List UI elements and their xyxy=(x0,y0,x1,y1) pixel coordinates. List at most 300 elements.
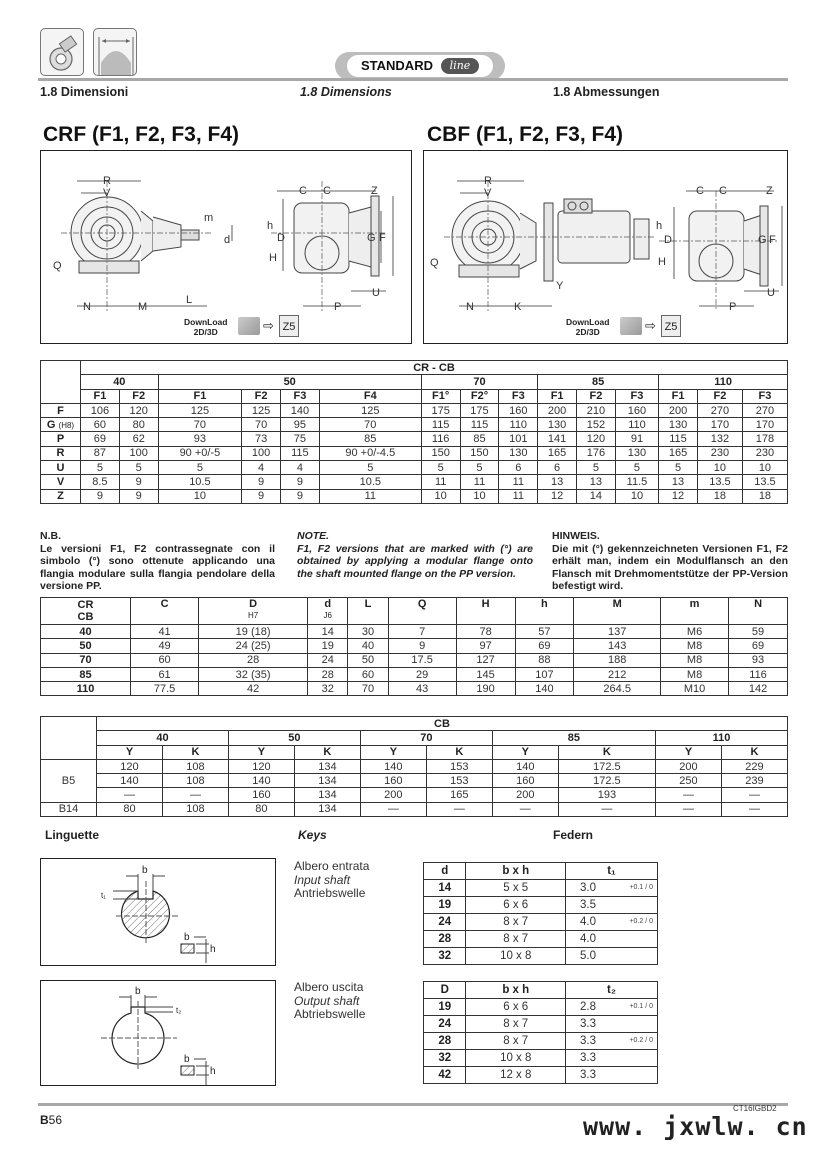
input-shaft-key-diagram xyxy=(40,858,276,966)
cell-value: 18 xyxy=(697,489,742,503)
table-row xyxy=(424,1050,658,1067)
page-num: 56 xyxy=(48,1113,63,1127)
dim-label-h: H xyxy=(658,256,666,268)
size-label: 110 xyxy=(41,682,131,696)
version-header: F2 xyxy=(119,389,158,403)
cell-value: 14 xyxy=(577,489,616,503)
dim-label-z: Z xyxy=(766,185,773,197)
cell-value: 165 xyxy=(659,446,698,460)
cell-value: — xyxy=(558,802,655,816)
key-depth-cell xyxy=(566,1069,657,1081)
subcol-header: Y xyxy=(97,745,163,759)
cell-value: 134 xyxy=(294,802,360,816)
cell-value: 11 xyxy=(499,475,538,489)
table-row xyxy=(41,475,788,489)
input-shaft-en: Input shaft xyxy=(294,872,351,887)
column-header xyxy=(131,598,199,625)
cell-value: 153 xyxy=(426,759,492,773)
column-header xyxy=(388,598,456,625)
cell-value: 5 xyxy=(460,461,499,475)
gearbox-icon xyxy=(40,28,84,76)
note-en-body: F1, F2 versions that are marked with (°) are obtained by applying a modular flange onto the shaft mounted flange on the PP version. xyxy=(297,542,533,580)
watermark: www. jxwlw. cn xyxy=(583,1112,808,1141)
cell-value: 13 xyxy=(577,475,616,489)
key-label-b: b xyxy=(142,865,148,876)
key-column-header: d xyxy=(424,863,466,880)
row-label-text: Z xyxy=(57,490,64,503)
cell-value: 200 xyxy=(659,403,698,417)
arrow-right-icon: ⇨ xyxy=(645,318,656,333)
cell-value: 200 xyxy=(538,403,577,417)
key-label-b: b xyxy=(135,986,141,997)
cell-value: 200 xyxy=(360,788,426,802)
section-title-en: 1.8 Dimensions xyxy=(300,85,392,99)
cell-value: 5 xyxy=(119,461,158,475)
shaft-diameter: 19 xyxy=(424,999,466,1016)
section-title-it: 1.8 Dimensioni xyxy=(40,85,129,99)
table-row xyxy=(41,639,788,653)
cell-value: 137 xyxy=(574,625,661,639)
key-size: 8 x 7 xyxy=(466,914,566,931)
cell-value: 5 xyxy=(659,461,698,475)
output-shaft-names xyxy=(294,981,365,1022)
key-label-t1: t₁ xyxy=(101,891,106,900)
cell-value: — xyxy=(360,802,426,816)
cell-value: 140 xyxy=(515,682,574,696)
cell-value: 132 xyxy=(697,432,742,446)
table-row xyxy=(41,774,788,788)
cell-value: 90 +0/-4.5 xyxy=(319,446,421,460)
table-row xyxy=(424,880,658,897)
dim-label-q: Q xyxy=(430,257,439,269)
size-header: 70 xyxy=(360,731,492,745)
cell-value: 32 xyxy=(308,682,348,696)
key-depth-cell xyxy=(566,1035,657,1047)
dimension-icon xyxy=(93,28,137,76)
key-depth-value: 2.8 xyxy=(580,1001,596,1013)
cell-value: 69 xyxy=(729,639,788,653)
cell-value: 70 xyxy=(348,682,388,696)
cell-value: 127 xyxy=(456,653,515,667)
keys-title-en: Keys xyxy=(298,828,327,842)
dim-label-p: P xyxy=(334,301,342,313)
flange-dimensions-table xyxy=(40,360,788,504)
footer-rule xyxy=(38,1103,788,1106)
row-label-text: G xyxy=(46,418,56,431)
cell-value: 5 xyxy=(615,461,658,475)
cell-value: 134 xyxy=(294,788,360,802)
keys-title-it: Linguette xyxy=(45,828,99,842)
column-name: M xyxy=(612,598,622,610)
shaft-diameter: 28 xyxy=(424,1033,466,1050)
size-label: 50 xyxy=(41,639,131,653)
column-name: L xyxy=(364,598,372,610)
column-header xyxy=(308,598,348,625)
cell-value: 75 xyxy=(281,432,320,446)
row-label xyxy=(41,418,81,432)
cell-value: 101 xyxy=(499,432,538,446)
column-name: h xyxy=(541,598,548,610)
dim-label-d: d xyxy=(224,234,231,246)
tolerance: +0.2 / 0 xyxy=(629,1037,653,1044)
note-it xyxy=(40,530,275,593)
size-header: 50 xyxy=(158,375,421,389)
z5-file-icon[interactable]: Z5 xyxy=(661,315,681,337)
column-name: D xyxy=(249,598,258,610)
catalog-code: CT16IGBD2 xyxy=(733,1104,777,1113)
key-size: 12 x 8 xyxy=(466,1067,566,1084)
cell-value: 190 xyxy=(456,682,515,696)
cell-value: 140 xyxy=(228,774,294,788)
cbf-diagram xyxy=(423,150,788,344)
corner-cb: CB xyxy=(77,611,94,623)
subcol-header: K xyxy=(558,745,655,759)
cell-value: 73 xyxy=(242,432,281,446)
dim-label-f: F xyxy=(379,232,386,244)
cell-value: 93 xyxy=(729,653,788,667)
cell-value: 13 xyxy=(659,475,698,489)
cell-value: 178 xyxy=(742,432,787,446)
cell-value: 116 xyxy=(729,667,788,681)
cell-value: 12 xyxy=(659,489,698,503)
cell-value: — xyxy=(656,788,722,802)
dim-label-d-bore: D xyxy=(277,232,285,244)
note-de xyxy=(552,530,788,593)
key-depth xyxy=(566,914,658,931)
cell-value: 130 xyxy=(615,446,658,460)
cell-value: 115 xyxy=(421,418,460,432)
row-label-text: F xyxy=(57,404,64,417)
column-header xyxy=(348,598,388,625)
input-shaft-key-table xyxy=(423,862,658,965)
size-header: 85 xyxy=(492,731,655,745)
cell-value: 11.5 xyxy=(615,475,658,489)
cell-value: 90 +0/-5 xyxy=(158,446,242,460)
cell-value: 10 xyxy=(697,461,742,475)
dim-label-k: K xyxy=(514,301,522,313)
table-row xyxy=(424,1033,658,1050)
key-size: 10 x 8 xyxy=(466,948,566,965)
version-header: F2 xyxy=(697,389,742,403)
table-row xyxy=(41,667,788,681)
dim-label-r: R xyxy=(484,175,492,187)
cell-value: 13.5 xyxy=(697,475,742,489)
cell-value: 175 xyxy=(460,403,499,417)
cell-value: 145 xyxy=(456,667,515,681)
cell-value: 172.5 xyxy=(558,774,655,788)
table-row xyxy=(41,432,788,446)
key-depth-cell xyxy=(566,1018,657,1030)
key-label-b-small: b xyxy=(184,932,190,943)
cell-value: 60 xyxy=(81,418,120,432)
dim-label-v: V xyxy=(484,187,492,199)
table-row xyxy=(41,489,788,503)
key-depth xyxy=(566,1050,658,1067)
input-shaft-names xyxy=(294,860,369,901)
version-header: F1 xyxy=(158,389,242,403)
cell-value: 115 xyxy=(460,418,499,432)
column-name: d xyxy=(324,598,332,610)
shaft-diameter: 32 xyxy=(424,948,466,965)
size-label: 40 xyxy=(41,625,131,639)
table-row xyxy=(41,802,788,816)
cell-value: — xyxy=(97,788,163,802)
cell-value: 40 xyxy=(348,639,388,653)
cell-value: 165 xyxy=(538,446,577,460)
badge-text: STANDARD xyxy=(361,58,433,73)
cell-value: 120 xyxy=(577,432,616,446)
dim-label-h-small: h xyxy=(656,220,663,232)
cell-value: 115 xyxy=(659,432,698,446)
cell-value: 93 xyxy=(158,432,242,446)
cell-value: 61 xyxy=(131,667,199,681)
key-depth-value: 5.0 xyxy=(580,950,596,962)
subcol-header: K xyxy=(721,745,787,759)
2d3d-cube-icon[interactable] xyxy=(620,317,642,335)
cell-value: 230 xyxy=(742,446,787,460)
cell-value: 106 xyxy=(81,403,120,417)
cell-value: 115 xyxy=(281,446,320,460)
cell-value: M8 xyxy=(661,639,729,653)
version-header: F3 xyxy=(281,389,320,403)
cell-value: 10 xyxy=(742,461,787,475)
cell-value: 29 xyxy=(388,667,456,681)
cell-value: 142 xyxy=(729,682,788,696)
column-name: Q xyxy=(417,598,427,610)
note-it-body: Le versioni F1, F2 contrassegnate con il simbolo (°) sono ottenute applicando una flangia modulare sulla flangia pendolare della versione PP. xyxy=(40,542,275,592)
cell-value: 13.5 xyxy=(742,475,787,489)
cell-value: 13 xyxy=(538,475,577,489)
cell-value: 17.5 xyxy=(388,653,456,667)
cell-value: 9 xyxy=(388,639,456,653)
input-shaft-de: Antriebswelle xyxy=(294,886,366,900)
key-depth-value: 3.0 xyxy=(580,882,596,894)
crf-diagram xyxy=(40,150,412,344)
subcol-header: Y xyxy=(492,745,558,759)
cell-value: 69 xyxy=(515,639,574,653)
table-row xyxy=(41,403,788,417)
cell-value: 85 xyxy=(319,432,421,446)
size-header: 40 xyxy=(97,731,229,745)
key-column-header: t₂ xyxy=(566,982,658,999)
column-header xyxy=(729,598,788,625)
output-shaft-key-diagram xyxy=(40,980,276,1086)
version-header: F3 xyxy=(742,389,787,403)
key-depth xyxy=(566,1067,658,1084)
cell-value: 172.5 xyxy=(558,759,655,773)
dim-label-u: U xyxy=(372,287,380,299)
dim-label-c: C xyxy=(299,185,307,197)
cell-value: 110 xyxy=(615,418,658,432)
cell-value: M8 xyxy=(661,653,729,667)
cell-value: 134 xyxy=(294,774,360,788)
cell-value: 130 xyxy=(659,418,698,432)
cell-value: — xyxy=(426,802,492,816)
dim-label-d-bore: D xyxy=(664,234,672,246)
table-row xyxy=(424,897,658,914)
cell-value: 80 xyxy=(228,802,294,816)
cell-value: 24 (25) xyxy=(199,639,308,653)
cell-value: 91 xyxy=(615,432,658,446)
key-depth-cell xyxy=(566,950,657,962)
standard-line-badge xyxy=(335,52,505,80)
key-size: 5 x 5 xyxy=(466,880,566,897)
cell-value: 270 xyxy=(742,403,787,417)
cell-value: 10 xyxy=(421,489,460,503)
subcol-header: K xyxy=(162,745,228,759)
cell-value: — xyxy=(721,802,787,816)
dim-label-c: C xyxy=(719,185,727,197)
cell-value: 78 xyxy=(456,625,515,639)
cell-value: 11 xyxy=(421,475,460,489)
key-depth-value: 4.0 xyxy=(580,933,596,945)
cbf-download-line1: DownLoad xyxy=(566,317,610,327)
subcol-header: Y xyxy=(228,745,294,759)
version-header: F4 xyxy=(319,389,421,403)
shaft-diameter: 28 xyxy=(424,931,466,948)
shaft-diameter: 24 xyxy=(424,914,466,931)
table-row xyxy=(424,1067,658,1084)
key-size: 8 x 7 xyxy=(466,1033,566,1050)
cell-value: 77.5 xyxy=(131,682,199,696)
cell-value: 9 xyxy=(119,489,158,503)
column-tolerance: J6 xyxy=(323,611,332,620)
key-depth xyxy=(566,999,658,1016)
size-header: 110 xyxy=(656,731,788,745)
cell-value: 32 (35) xyxy=(199,667,308,681)
cell-value: 5 xyxy=(81,461,120,475)
cell-value: 41 xyxy=(131,625,199,639)
table-row xyxy=(41,682,788,696)
cell-value: 140 xyxy=(492,759,558,773)
corner-cell xyxy=(41,717,97,760)
column-header xyxy=(515,598,574,625)
cell-value: 160 xyxy=(492,774,558,788)
cell-value: 85 xyxy=(460,432,499,446)
cell-value: 143 xyxy=(574,639,661,653)
dim-label-u: U xyxy=(767,287,775,299)
cell-value: 70 xyxy=(319,418,421,432)
cell-value: 212 xyxy=(574,667,661,681)
cell-value: — xyxy=(492,802,558,816)
size-header: 50 xyxy=(228,731,360,745)
size-label: 85 xyxy=(41,667,131,681)
cell-value: 193 xyxy=(558,788,655,802)
table-row xyxy=(41,759,788,773)
output-shaft-it: Albero uscita xyxy=(294,980,364,994)
cell-value: 125 xyxy=(158,403,242,417)
size-header: 85 xyxy=(538,375,659,389)
cell-value: 88 xyxy=(515,653,574,667)
cell-value: 165 xyxy=(426,788,492,802)
cell-value: — xyxy=(721,788,787,802)
cell-value: 176 xyxy=(577,446,616,460)
row-label xyxy=(41,403,81,417)
dim-label-r: R xyxy=(103,175,111,187)
column-header xyxy=(199,598,308,625)
dim-label-f: F xyxy=(769,234,776,246)
dim-label-c: C xyxy=(323,185,331,197)
row-label xyxy=(41,432,81,446)
key-column-header: t₁ xyxy=(566,863,658,880)
corner-header xyxy=(41,598,131,625)
table-row xyxy=(41,446,788,460)
cell-value: 110 xyxy=(499,418,538,432)
key-size: 6 x 6 xyxy=(466,999,566,1016)
cell-value: 6 xyxy=(499,461,538,475)
line-logo: line xyxy=(441,58,479,74)
cell-value: 95 xyxy=(281,418,320,432)
cell-value: 49 xyxy=(131,639,199,653)
cell-value: 170 xyxy=(742,418,787,432)
cell-value: 108 xyxy=(162,759,228,773)
table-row xyxy=(41,788,788,802)
key-depth xyxy=(566,1016,658,1033)
shaft-diameter: 42 xyxy=(424,1067,466,1084)
table-row xyxy=(424,948,658,965)
key-depth-cell xyxy=(566,899,657,911)
cell-value: 69 xyxy=(81,432,120,446)
cell-value: 141 xyxy=(538,432,577,446)
cell-value: 19 xyxy=(308,639,348,653)
cell-value: 116 xyxy=(421,432,460,446)
cell-value: 9 xyxy=(281,489,320,503)
cell-value: 18 xyxy=(742,489,787,503)
cell-value: 70 xyxy=(242,418,281,432)
cell-value: 57 xyxy=(515,625,574,639)
dim-label-g: G xyxy=(758,234,767,246)
version-header: F1 xyxy=(538,389,577,403)
page-prefix: B xyxy=(40,1113,49,1127)
key-depth xyxy=(566,948,658,965)
key-depth xyxy=(566,931,658,948)
cb-motor-flange-table xyxy=(40,716,788,817)
cell-value: 80 xyxy=(97,802,163,816)
dim-label-m: m xyxy=(204,212,214,224)
version-header: F3 xyxy=(615,389,658,403)
cell-value: 14 xyxy=(308,625,348,639)
version-header: F1 xyxy=(659,389,698,403)
cell-value: 9 xyxy=(119,475,158,489)
row-label xyxy=(41,475,81,489)
cell-value: 200 xyxy=(656,759,722,773)
corner-cell xyxy=(41,361,81,404)
dim-label-l: L xyxy=(186,294,193,306)
cell-value: 10 xyxy=(158,489,242,503)
key-depth-cell xyxy=(566,1001,657,1013)
table-row xyxy=(41,418,788,432)
cell-value: 210 xyxy=(577,403,616,417)
row-label-text: U xyxy=(56,461,65,474)
2d3d-cube-icon[interactable] xyxy=(238,317,260,335)
key-column-header: b x h xyxy=(466,863,566,880)
size-label: 70 xyxy=(41,653,131,667)
dim-label-p: P xyxy=(729,301,737,313)
column-tolerance: H7 xyxy=(247,611,259,620)
dim-label-y: Y xyxy=(556,280,564,292)
crf-title: CRF (F1, F2, F3, F4) xyxy=(43,123,240,146)
key-size: 10 x 8 xyxy=(466,1050,566,1067)
cell-value: 125 xyxy=(242,403,281,417)
cell-value: 12 xyxy=(538,489,577,503)
row-label-text: V xyxy=(56,476,65,489)
key-depth-value: 3.3 xyxy=(580,1018,596,1030)
cell-value: 134 xyxy=(294,759,360,773)
cell-value: 188 xyxy=(574,653,661,667)
crf-download-line2: 2D/3D xyxy=(193,327,218,337)
output-shaft-de: Abtriebswelle xyxy=(294,1007,366,1021)
z5-file-icon[interactable]: Z5 xyxy=(279,315,299,337)
